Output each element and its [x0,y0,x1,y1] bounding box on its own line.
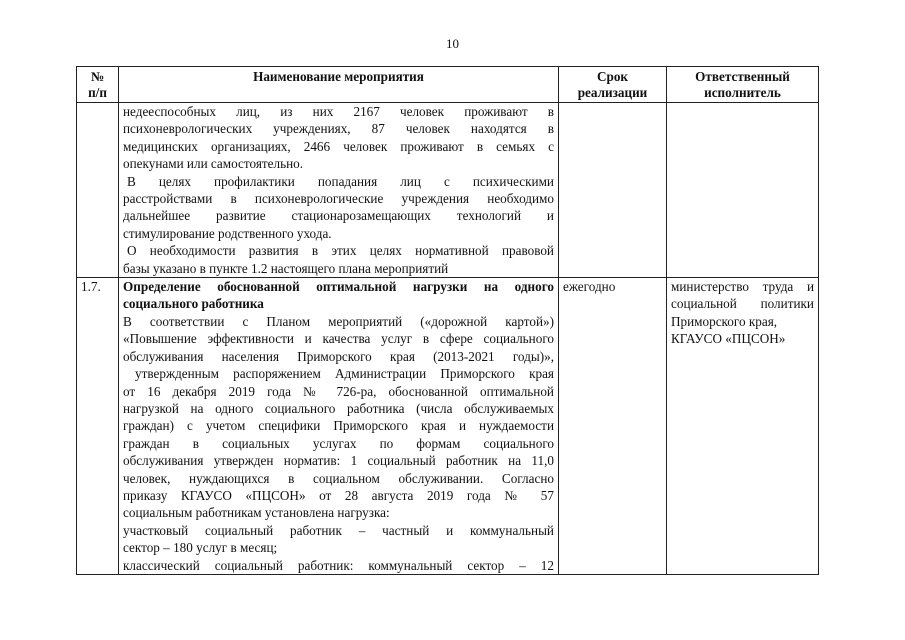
text-line: дальнейшее развитие стационарозамещающих технологий и [123,208,554,224]
text-line: классический социальный работник: коммунальный сектор – 12 [123,557,554,573]
action-responsible [667,103,819,278]
text-line: О необходимости развития в этих целях нормативной правовой [127,243,554,259]
action-responsible [667,278,819,575]
text-line: «Повышение эффективности и качества услуг в сфере социального [123,331,554,347]
header-responsible-line: исполнитель [704,85,781,100]
text-line: обслуживания утвержден норматив: 1 социальный работник на 11,0 [123,453,554,469]
action-description [119,103,559,278]
text-line: базы указано в пункте 1.2 настоящего плана мероприятий [123,260,449,276]
table-row [77,103,819,278]
text-line: социальным работникам установлена нагрузка: [123,505,390,521]
text-line: граждан) с учетом специфики Приморского края и нуждаемости [123,418,554,434]
text-line: психоневрологических учреждениях, 87 человек находятся в [123,121,554,137]
action-title-line: Определение обоснованной оптимальной нагрузки на одного [123,279,554,295]
text-line: участковый социальный работник – частный и коммунальный [123,522,554,538]
header-number-line: п/п [88,85,107,100]
text-line: опекунами или самостоятельно. [123,156,304,172]
table-row [77,278,819,575]
row-number [77,103,119,278]
action-term [559,103,667,278]
text-line: нагрузкой на одного социального работника (числа обслуживаемых [123,400,554,416]
action-term: ежегодно [559,278,667,575]
text-line: медицинских организациях, 2466 человек проживают в семьях с [123,138,554,154]
text-line: В целях профилактики попадания лиц с психическими [127,173,554,189]
text-line: утвержденным распоряжением Администрации Приморского края [135,366,554,382]
text-line: В соответствии с Планом мероприятий («дорожной картой») [123,313,554,329]
header-responsible [667,67,819,103]
text-line: приказу КГАУСО «ПЦСОН» от 28 августа 2019 года № 57 [123,487,554,503]
text-line: граждан в социальных услугах по формам социального [123,435,554,451]
header-action-name: Наименование мероприятия [119,67,559,103]
row-number: 1.7. [77,278,119,575]
header-responsible-line: Ответственный [695,69,790,84]
text-line: человек, нуждающихся в социальном обслуживании. Согласно [123,470,554,486]
action-title-line: социального работника [123,296,264,312]
header-number-line: № [90,69,105,84]
text-line: недееспособных лиц, из них 2167 человек проживают в [123,104,554,119]
header-term-line: реализации [577,85,648,100]
text-line: расстройствами в психоневрологические учреждения необходимо [123,191,554,207]
header-term [559,67,667,103]
table-header-row [77,67,819,103]
action-description [119,278,559,575]
responsible-line: КГАУСО «ПЦСОН» [671,331,786,347]
header-number [77,67,119,103]
responsible-line: социальной политики [671,296,814,312]
page-number: 10 [446,36,459,51]
text-line: сектор – 180 услуг в месяц; [123,540,278,556]
responsible-line: Приморского края, [671,313,778,329]
text-line: стимулирование родственного ухода. [123,225,332,241]
responsible-line: министерство труда и [671,279,814,295]
text-line: от 16 декабря 2019 года № 726-ра, обоснованной оптимальной [123,383,554,399]
header-term-line: Срок [596,69,629,84]
text-line: обслуживания населения Приморского края (2013-2021 годы)», [123,348,554,364]
action-plan-table [76,66,819,575]
